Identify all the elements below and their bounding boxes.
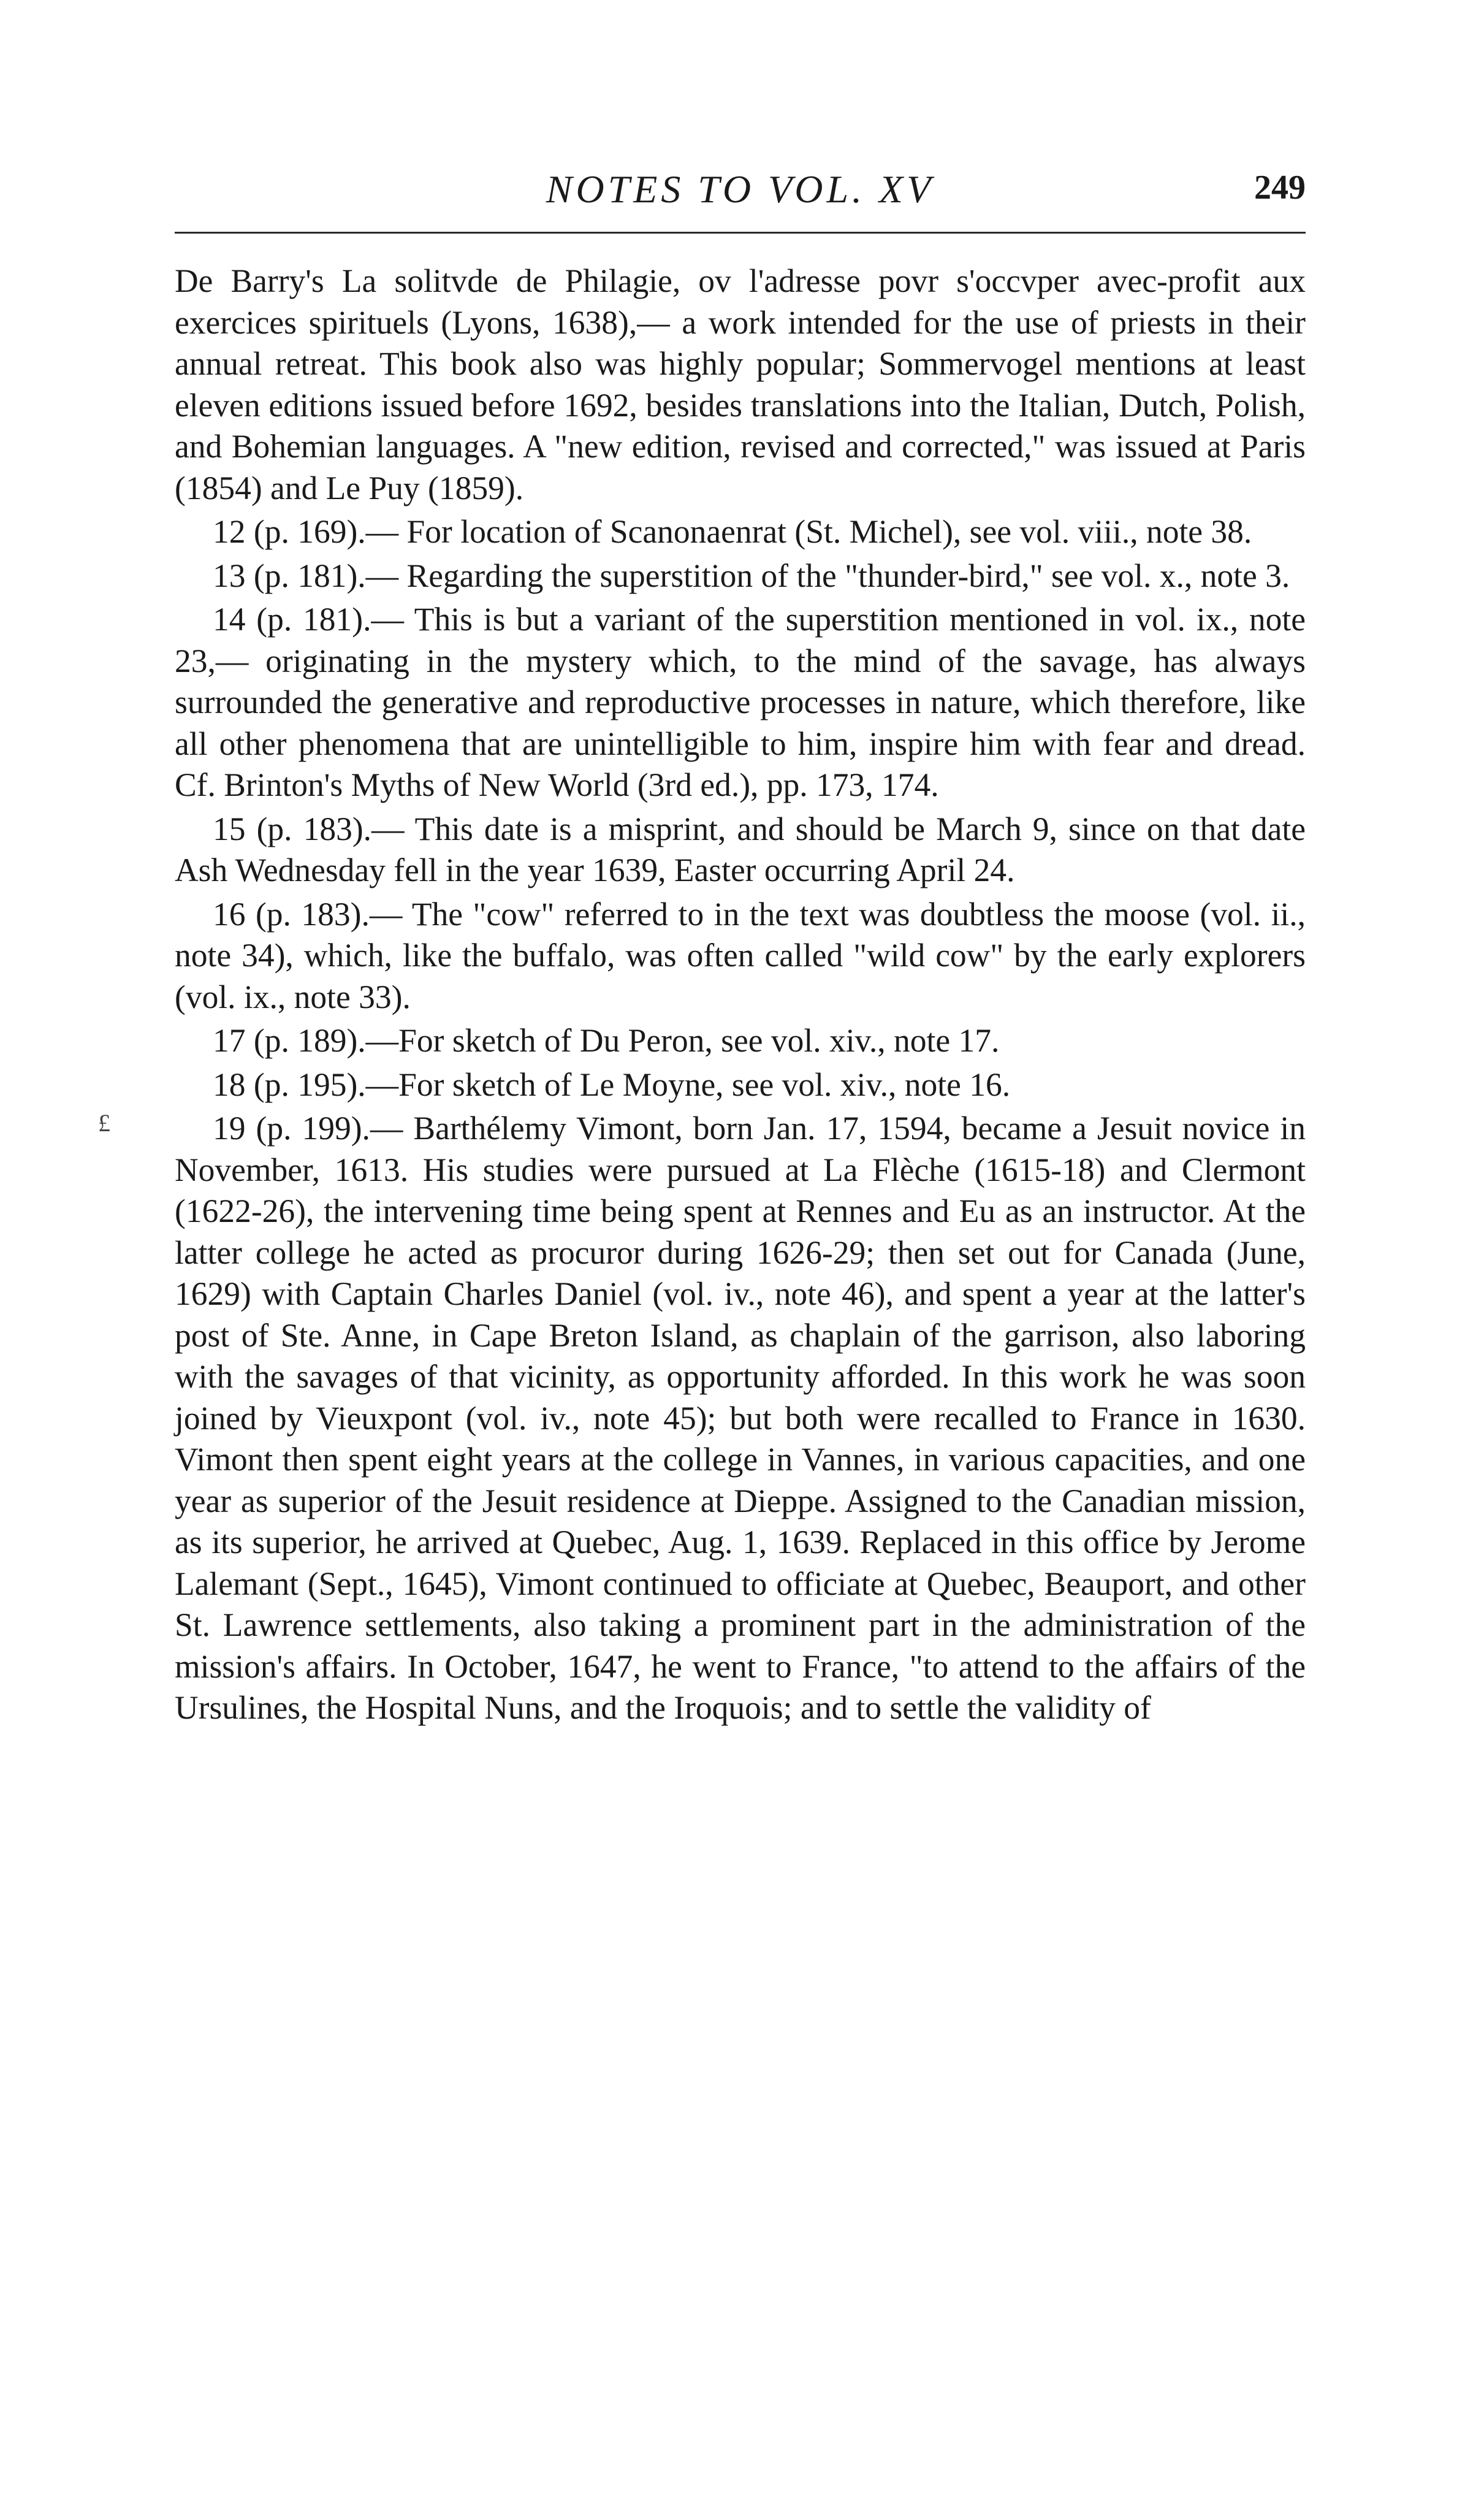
note-18: 18 (p. 195).—For sketch of Le Moyne, see vol. xiv., note 16. [213,1066,1011,1103]
page-header [175,167,1306,216]
continuation-paragraph: De Barry's La solitvde de Philagie, ov l'adresse povr s'occvper avec-profit aux exercices spirituels (Lyons, 1638),— a work intended for the use of priests in their annual retreat. This book also was highly popular; Sommervogel mentions at least eleven editions issued before 1692, besides translations into the Italian, Dutch, Polish, and Bohemian languages. A "new edition, revised and corrected," was issued at Paris (1854) and Le Puy (1859). [175,262,1306,506]
note-13: 13 (p. 181).— Regarding the superstition of the "thunder-bird," see vol. x., note 3. [213,557,1290,594]
header-rule [175,232,1306,234]
notes-body [175,261,1306,1732]
margin-mark: £ [98,1109,110,1137]
running-title: NOTES TO VOL. XV [546,167,935,211]
note-17: 17 (p. 189).—For sketch of Du Peron, see vol. xiv., note 17. [213,1022,1000,1059]
note-16: 16 (p. 183).— The "cow" referred to in the text was doubtless the moose (vol. ii., note 34), which, like the buffalo, was often called "wild cow" by the early explorers (vol. ix., note 33). [175,895,1306,1015]
note-12: 12 (p. 169).— For location of Scanonaenrat (St. Michel), see vol. viii., note 38. [213,513,1252,550]
note-15: 15 (p. 183).— This date is a misprint, and should be March 9, since on that date Ash Wednesday fell in the year 1639, Easter occurring April 24. [175,810,1306,888]
note-14: 14 (p. 181).— This is but a variant of the superstition mentioned in vol. ix., note 23,— originating in the mystery which, to the mind of the savage, has always surrounded the generative and reproductive processes in nature, which therefore, like all other phenomena that are unintelligible to him, inspire him with fear and dread. Cf. Brinton's Myths of New World (3rd ed.), pp. 173, 174. [175,601,1306,803]
note-19: 19 (p. 199).— Barthélemy Vimont, born Jan. 17, 1594, became a Jesuit novice in November, 1613. His studies were pursued at La Flèche (1615-18) and Clermont (1622-26), the intervening time being spent at Rennes and Eu as an instructor. At the latter college he acted as procuror during 1626-29; then set out for Canada (June, 1629) with Captain Charles Daniel (vol. iv., note 46), and spent a year at the latter's post of Ste. Anne, in Cape Breton Island, as chaplain of the garrison, also laboring with the savages of that vicinity, as opportunity afforded. In this work he was soon joined by Vieuxpont (vol. iv., note 45); but both were recalled to France in 1630. Vimont then spent eight years at the college in Vannes, in various capacities, and one year as superior of the Jesuit residence at Dieppe. Assigned to the Canadian mission, as its superior, he arrived at Quebec, Aug. 1, 1639. Replaced in this office by Jerome Lalemant (Sept., 1645), Vimont continued to officiate at Quebec, Beauport, and other St. Lawrence settlements, also taking a prominent part in the administration of the mission's affairs. In October, 1647, he went to France, "to attend to the affairs of the Ursulines, the Hospital Nuns, and the Iroquois; and to settle the validity of [175,1110,1306,1726]
page-number: 249 [1254,169,1306,207]
